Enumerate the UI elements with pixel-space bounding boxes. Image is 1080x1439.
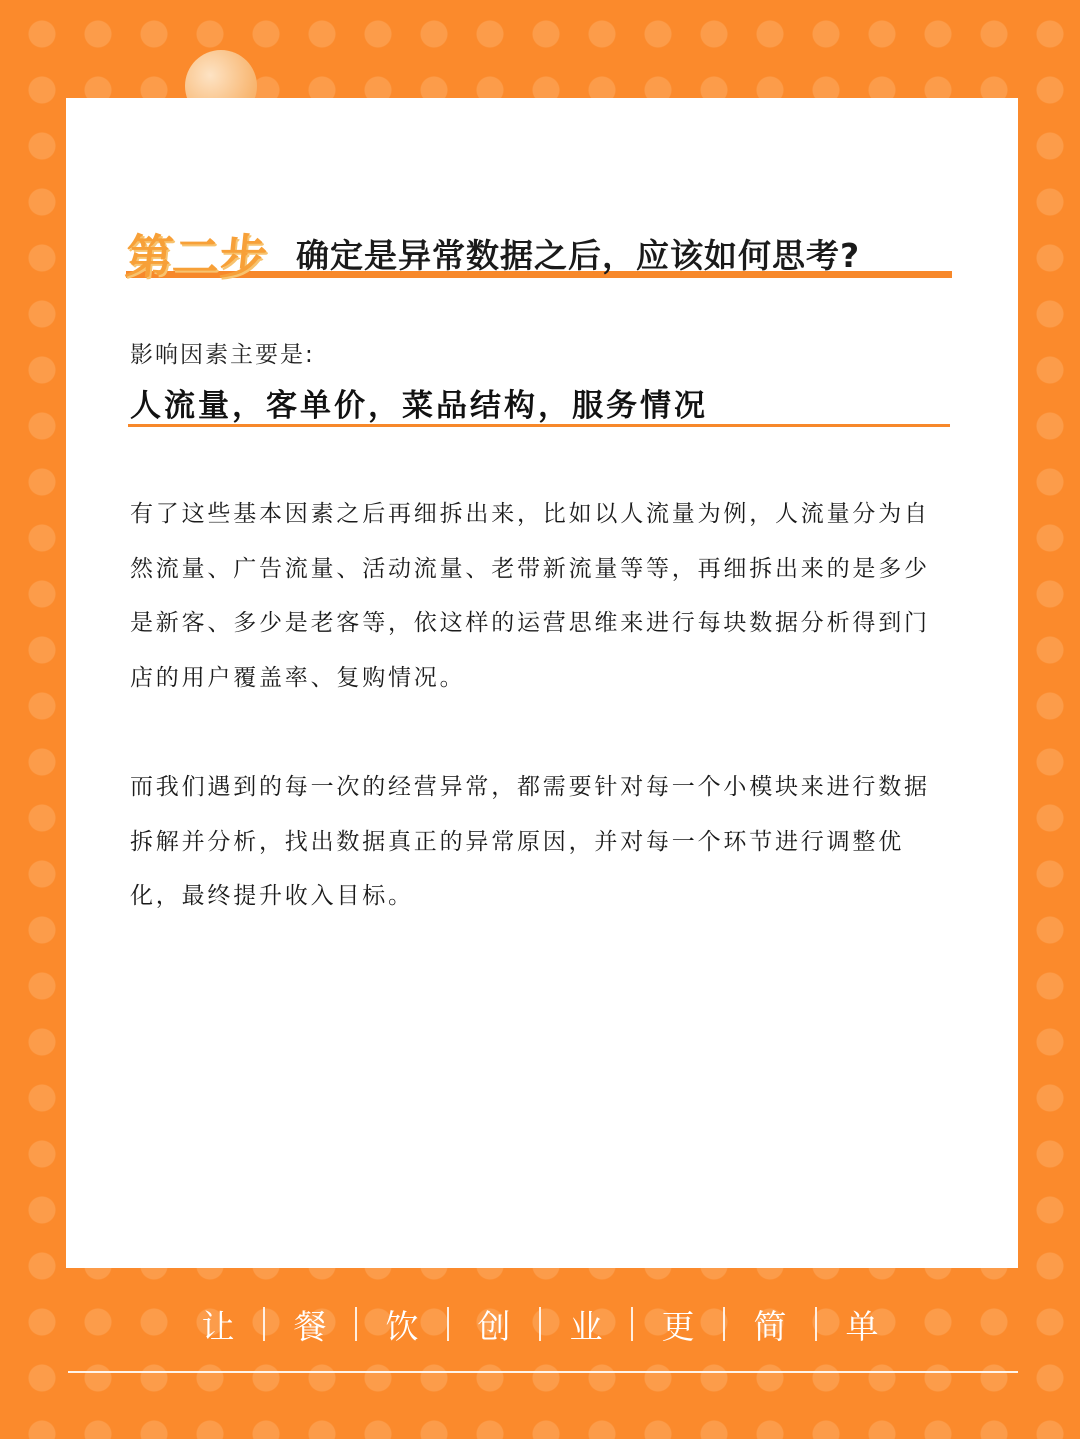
slogan-char: 简 — [753, 1306, 787, 1346]
title-row — [122, 220, 952, 285]
slogan-divider — [355, 1307, 357, 1341]
paragraph-traffic-breakdown: 有了这些基本因素之后再细拆出来，比如以人流量为例，人流量分为自然流量、广告流量、活动流量、老带新流量等等，再细拆出来的是多少是新客、多少是老客等，依这样的运营思维来进行每块数据分析得到门店的用户覆盖率、复购情况。 — [130, 501, 930, 691]
slogan-char: 业 — [569, 1306, 603, 1346]
slogan-divider — [447, 1307, 449, 1341]
slogan-char: 餐 — [293, 1306, 327, 1346]
slogan-divider — [631, 1307, 633, 1341]
slogan-divider — [263, 1307, 265, 1341]
factors-label: 影响因素主要是: — [130, 342, 315, 368]
slogan-char: 饮 — [385, 1306, 419, 1346]
step-label: 第二步 — [122, 230, 270, 285]
footer-slogan — [0, 1298, 1080, 1350]
factors-underline — [128, 424, 950, 427]
page-title: 确定是异常数据之后，应该如何思考? — [296, 236, 861, 275]
slogan-divider — [723, 1307, 725, 1341]
slogan-divider — [539, 1307, 541, 1341]
slogan-char: 单 — [845, 1306, 879, 1346]
factors-list: 人流量，客单价，菜品结构，服务情况 — [130, 388, 708, 424]
slogan-char: 更 — [661, 1306, 695, 1346]
slogan-divider — [815, 1307, 817, 1341]
slogan-char: 让 — [201, 1306, 235, 1346]
slogan-char: 创 — [477, 1306, 511, 1346]
content-card — [66, 98, 1018, 1268]
paragraph-anomaly-analysis: 而我们遇到的每一次的经营异常，都需要针对每一个小模块来进行数据拆解并分析，找出数据真正的异常原因，并对每一个环节进行调整优化，最终提升收入目标。 — [130, 774, 930, 909]
footer-divider-line — [68, 1371, 1018, 1373]
